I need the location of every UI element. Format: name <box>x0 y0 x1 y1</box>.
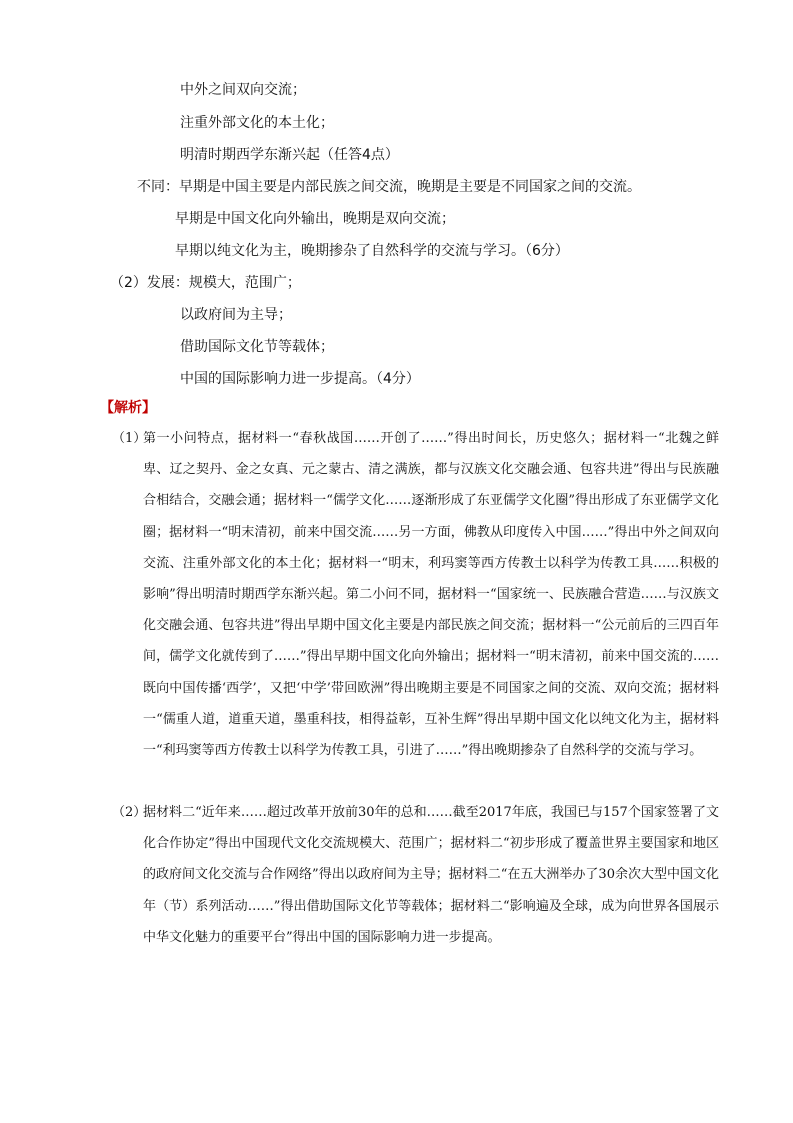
answer-part2-line <box>110 273 301 293</box>
answer-line: 以政府间为主导； <box>180 307 292 323</box>
answer-line: 早期是中国文化向外输出，晚期是双向交流； <box>175 211 455 227</box>
answer-line: 中国的国际影响力进一步提高。（4分） <box>180 371 420 387</box>
answer-line: 早期以纯文化为主，晚期掺杂了自然科学的交流与学习。（6分） <box>175 243 569 259</box>
analysis-paragraph-2: 据材料二“近年来……超过改革开放前30年的总和……截至2017年底，我国已与157个国家签署了文化合作协定”得出中国现代文化交流规模大、范围广；据材料二“初步形成了覆盖世界主要国家和地区的政府间文化交流与合作网络”得出以政府间为主导；据材料二“在五大洲举办了30余次大型中国文化年（节）系列活动……”得出借助国际文化节等载体；据材料二“影响遍及全球，成为向世界各国展示中华文化魅力的重要平台”得出中国的国际影响力进一步提高。 <box>143 805 719 945</box>
diff-text: 早期是中国主要是内部民族之间交流，晚期是主要是不同国家之间的交流。 <box>179 179 641 195</box>
part2-text: 规模大，范围广； <box>188 275 301 291</box>
answer-line: 中外之间双向交流； <box>180 82 306 98</box>
analysis-p2-number: （2） <box>112 805 147 820</box>
analysis-heading: 【解析】 <box>100 400 156 416</box>
part2-label: （2）发展： <box>110 275 189 291</box>
analysis-p1-number: （1） <box>112 431 147 446</box>
analysis-paragraph-1: 第一小问特点，据材料一“春秋战国……开创了……”得出时间长，历史悠久；据材料一“北魏之鲜卑、辽之契丹、金之女真、元之蒙古、清之满族，都与汉族文化交融会通、包容共进”得出与民族融合相结合，交融会通；据材料一“儒学文化……逐渐形成了东亚儒学文化圈”得出形成了东亚儒学文化圈；据材料一“明末清初，前来中国交流……另一方面，佛教从印度传入中国……”得出中外之间双向交流、注重外部文化的本土化；据材料一“明末，利玛窦等西方传教士以科学为传教工具……积极的影响”得出明清时期西学东渐兴起。第二小问不同，据材料一“国家统一、民族融合营造……与汉族文化交融会通、包容共进”得出早期中国文化主要是内部民族之间交流；据材料一“公元前后的三四百年间，儒学文化就传到了……”得出早期中国文化向外输出；据材料一“明末清初，前来中国交流的……既向中国传播‘西学’，又把‘中学’带回欧洲”得出晚期主要是不同国家之间的交流、双向交流；据材料一“儒重人道，道重天道，墨重科技，相得益彰，互补生辉”得出早期中国文化以纯文化为主，据材料一“利玛窦等西方传教士以科学为传教工具，引进了……”得出晚期掺杂了自然科学的交流与学习。 <box>143 431 719 759</box>
diff-label: 不同： <box>137 179 179 195</box>
answer-line: 借助国际文化节等载体； <box>180 339 334 355</box>
answer-line: 注重外部文化的本土化； <box>180 115 334 131</box>
answer-diff-line <box>137 177 641 197</box>
answer-line: 明清时期西学东渐兴起（任答4点） <box>180 147 399 163</box>
